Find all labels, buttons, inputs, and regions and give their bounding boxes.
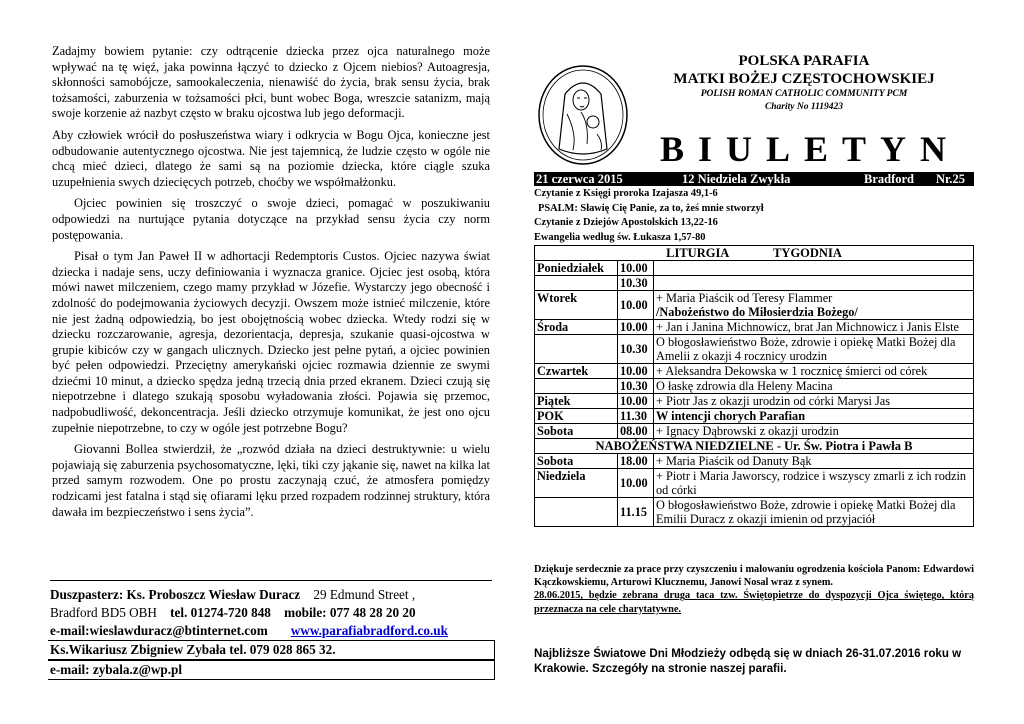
contact-line-4: Ks.Wikariusz Zbigniew Zybała tel. 079 028 865 32. [48,640,495,660]
intention: + Ignacy Dąbrowski z okazji urodzin [654,424,974,439]
day: Sobota [535,424,618,439]
collection-notice: 28.06.2015, będzie zebrana druga taca tzw. Świętopietrze do dyspozycji Ojca świętego, którą przeznacza na cele charytatywne. [534,590,974,615]
email[interactable]: e-mail:wieslawduracz@btinternet.com [50,623,268,638]
info-bar [534,172,974,186]
day: Sobota [535,454,618,469]
day [535,335,618,364]
address-street: 29 Edmund Street , [313,587,416,602]
psalm: PSALM: Sławię Cię Panie, za to, żeś mnie stworzył [538,202,764,214]
parish-english-name: POLISH ROMAN CATHOLIC COMMUNITY PCM [700,89,908,99]
hour: 10.00 [618,364,654,379]
parish-name-line-1: POLSKA PARAFIA [738,53,870,69]
contact-line-2 [50,604,495,622]
hour: 10.30 [618,276,654,291]
address-city: Bradford BD5 OBH [50,605,157,620]
intention: + Piotr Jas z okazji urodzin od córki Marysi Jas [654,394,974,409]
mobile: mobile: 077 48 28 20 20 [284,605,416,620]
day: Niedziela [535,469,618,498]
hour: 10.30 [618,379,654,394]
liturgy-title: LITURGIA [666,246,730,260]
intention-text: + Maria Piaścik od Teresy Flammer [656,291,833,305]
day: POK [535,409,618,424]
week-title: TYGODNIA [773,246,842,260]
day [535,276,618,291]
sunday-services-title: NABOŻEŃSTWA NIEDZIELNE - Ur. Św. Piotra i Pawła B [535,439,974,454]
madonna-icon [537,64,629,166]
table-row [535,335,974,364]
table-row [535,409,974,424]
day [535,498,618,527]
hour: 10.00 [618,261,654,276]
hour: 10.00 [618,320,654,335]
table-row [535,364,974,379]
intention: + Aleksandra Dekowska w 1 rocznicę śmierci od córek [654,364,974,379]
contact-box [50,586,495,680]
charity-number: Charity No 1119423 [764,102,844,112]
contact-line-3 [50,622,495,640]
contact-line-1 [50,586,495,604]
issue-number: Nr.25 [936,172,966,186]
day [535,379,618,394]
intention [654,261,974,276]
bulletin-date: 21 czerwca 2015 [536,172,623,186]
thanks-notice: Dziękuje serdecznie za prace przy czyszczeniu i malowaniu ogrodzenia kościoła Panom: Edwardowi Kączkowskiemu, Arturowi Klucznemu, Janowi Nosal wraz z synem. [534,564,974,589]
hour: 11.30 [618,409,654,424]
liturgy-header [535,246,974,261]
day: Środa [535,320,618,335]
day: Poniedziałek [535,261,618,276]
liturgical-sunday: 12 Niedziela Zwykła [682,172,791,186]
readings [534,187,974,245]
hour: 10.00 [618,394,654,409]
contact-divider [50,580,492,581]
hour: 18.00 [618,454,654,469]
notices [534,563,974,616]
table-row [535,454,974,469]
article-paragraph-2: Aby człowiek wrócił do posłuszeństwa wiary i odkrycia w Bogu Ojca, konieczne jest odbudowanie autentycznego ojcostwa. Nie jest tajemnicą, że ludzie często w ogóle nie chcą mieć dzieci, dlatego że sami są na poziomie dziecka, które ciągle szuka uzupełnienia swych dziecięcych potrzeb, choćby we współmałżonku. [52,127,490,189]
table-row [535,469,974,498]
article [52,44,490,526]
website-link[interactable]: www.parafiabradford.co.uk [290,623,448,638]
day: Czwartek [535,364,618,379]
article-paragraph-5: Giovanni Bollea stwierdził, że „rozwód działa na dzieci destruktywnie: u wielu pojawiają się zaburzenia psychosomatyczne, lęki, tiki czy jąkanie się, nawet na kilka lat przed samym rozwodem. One po prostu zaczynają czuć, że atmosfera pomiędzy rodzicami jest fatalna i stąd się ofiarami lęku przed rozpadem rodzinnej struktury, która dawała im bezpieczeństwo i sens życia”. [52,442,490,519]
gospel: Ewangelia według św. Łukasza 1,57-80 [534,231,706,243]
sunday-services-header [535,439,974,454]
article-paragraph-1: Zadajmy bowiem pytanie: czy odtrącenie dziecka przez ojca naturalnego może wpływać na tę więź, jaka powinna łączyć to dziecko z Ojcem niebios? Autoagresja, skłonności samobójcze, samookaleczenia, nienawiść do życia, brak sensu życia, brak tożsamości, zaburzenia w tożsamości płci, bunt wobec Boga, wreszcie satanizm, mają swoje korzenie aż nazbyt często w braku ojcostwa lub jego deformacji. [52,44,490,121]
intention: W intencji chorych Parafian [654,409,974,424]
table-row [535,261,974,276]
contact-line-5: e-mail: zybala.z@wp.pl [48,660,495,680]
reading-1: Czytanie z Księgi proroka Izajasza 49,1-6 [534,188,718,199]
table-row [535,394,974,409]
table-row [535,498,974,527]
liturgy-table [534,245,974,527]
parish-name-line-2: MATKI BOŻEJ CZĘSTOCHOWSKIEJ [673,71,935,87]
day: Piątek [535,394,618,409]
hour: 10.00 [618,291,654,320]
day: Wtorek [535,291,618,320]
place: Bradford [864,172,914,186]
table-row [535,291,974,320]
hour: 08.00 [618,424,654,439]
intention [654,276,974,291]
intention: + Jan i Janina Michnowicz, brat Jan Michnowicz i Janis Elste [654,320,974,335]
intention [654,291,974,320]
hour: 11.15 [618,498,654,527]
intention: + Maria Piaścik od Danuty Bąk [654,454,974,469]
intention-service: /Nabożeństwo do Miłosierdzia Bożego/ [656,305,858,319]
wdm-notice: Najbliższe Światowe Dni Młodzieży odbędą się w dniach 26-31.07.2016 roku w Krakowie. Szczegóły na stronie naszej parafii. [534,647,962,675]
hour: 10.30 [618,335,654,364]
table-row [535,424,974,439]
hour: 10.00 [618,469,654,498]
table-row [535,320,974,335]
parish-header [634,52,974,114]
intention: + Piotr i Maria Jaworscy, rodzice i wszyscy zmarli z ich rodzin od córki [654,469,974,498]
article-paragraph-3: Ojciec powinien się troszczyć o swoje dzieci, pomagać w poszukiwaniu odpowiedzi na nurtujące pytania dotyczące na przykład sensu życia czy norm postępowania. [52,196,490,242]
intention: O błogosławieństwo Boże, zdrowie i opiekę Matki Bożej dla Emilii Duracz z okazji imienin od przyjaciół [654,498,974,527]
pastor-label: Duszpasterz: Ks. Proboszcz Wiesław Duracz [50,587,301,602]
article-paragraph-4: Pisał o tym Jan Paweł II w adhortacji Redemptoris Custos. Ojciec nazywa świat dziecka i nadaje sens, uczy definiowania i wyznacza granice. Ojciec jest osobą, która mówi nawet milczeniem, czego mamy przykład w Józefie. Wystarczy jego obecność i zdolność do podejmowania życiowych decyzji. Owszem może istnieć milczenie, które nie jest żadną odpowiedzią, bo jest obojętnością wobec dziecka. Wtedy rodzi się w dziecku rozczarowanie, agresja, dezorientacja, depresja, szukanie quasi-ojcostwa w grupie kibiców czy w gangach ulicznych. Dziecko jest pełne pytań, a ojciec powinien być pełen odpowiedzi. Przeciętny amerykański ojciec rozmawia dziennie ze swymi dziećmi 10 minut, a dziecko spędza jedną trzecią dnia przed ekranem. Dzieci czują się niepotrzebne i dlatego szukają sposobu wyładowania złości. Pojawia się przemoc, nadpobudliwość, dekoncentracja. Jeśli dziecko otrzymuje komunikat, że jest ono ojcu zupełnie niepotrzebne, to czy w ogóle jest potrzebne Bogu? [52,249,490,435]
reading-2: Czytanie z Dziejów Apostolskich 13,22-16 [534,217,718,229]
intention: O błogosławieństwo Boże, zdrowie i opiekę Matki Bożej dla Amelii z okazji 4 rocznicy urodzin [654,335,974,364]
intention: O łaskę zdrowia dla Heleny Macina [654,379,974,394]
table-row [535,276,974,291]
table-row [535,379,974,394]
bulletin-title: BIULETYN [660,129,961,169]
phone: tel. 01274-720 848 [170,605,271,620]
